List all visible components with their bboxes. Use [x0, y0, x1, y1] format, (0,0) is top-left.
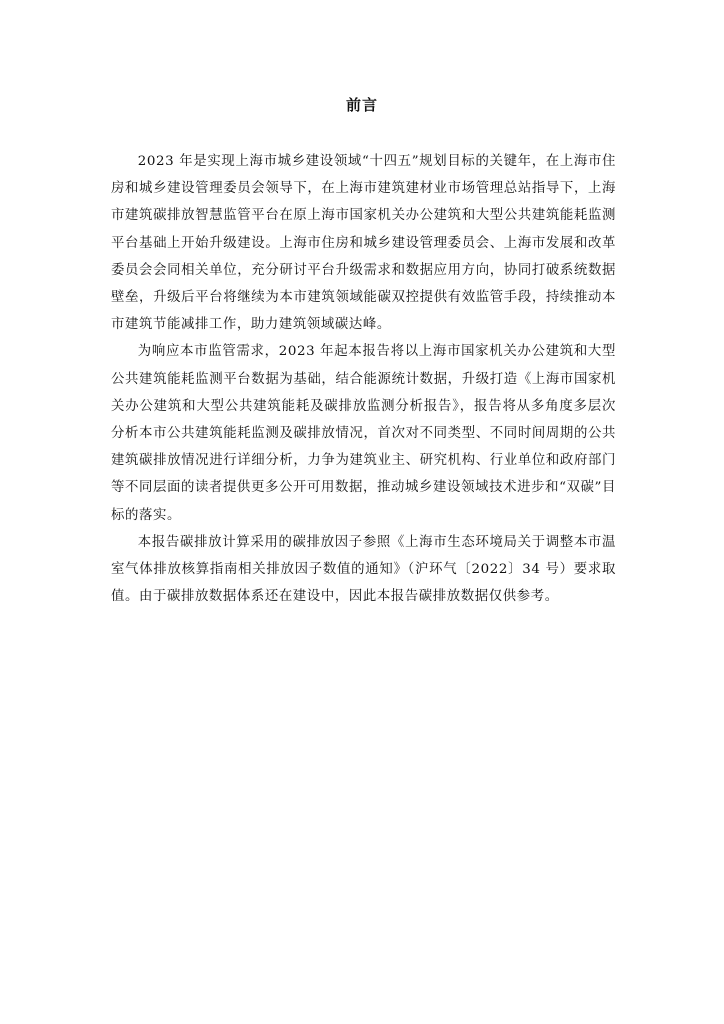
- page-title: 前言: [345, 96, 378, 114]
- preface-body: [111, 148, 616, 610]
- paragraph-3: 本报告碳排放计算采用的碳排放因子参照《上海市生态环境局关于调整本市温室气体排放核算指南相关排放因子数值的通知》（沪环气〔2022〕34 号）要求取值。由于碳排放数据体系还在建设中，因此本报告碳排放数据仅供参考。: [111, 534, 616, 605]
- paragraph-2: 为响应本市监管需求，2023 年起本报告将以上海市国家机关办公建筑和大型公共建筑能耗监测平台数据为基础，结合能源统计数据，升级打造《上海市国家机关办公建筑和大型公共建筑能耗及碳排放监测分析报告》，报告将从多角度多层次分析本市公共建筑能耗监测及碳排放情况，首次对不同类型、不同时间周期的公共建筑碳排放情况进行详细分析，力争为建筑业主、研究机构、行业单位和政府部门等不同层面的读者提供更多公开可用数据，推动城乡建设领域技术进步和“双碳”目标的落实。: [111, 344, 616, 523]
- paragraph-1: 2023 年是实现上海市城乡建设领域“十四五”规划目标的关键年，在上海市住房和城乡建设管理委员会领导下，在上海市建筑建材业市场管理总站指导下，上海市建筑碳排放智慧监管平台在原上海市国家机关办公建筑和大型公共建筑能耗监测平台基础上开始升级建设。上海市住房和城乡建设管理委员会、上海市发展和改革委员会会同相关单位，充分研讨平台升级需求和数据应用方向，协同打破系统数据壁垒，升级后平台将继续为本市建筑领域能碳双控提供有效监管手段，持续推动本市建筑节能减排工作，助力建筑领域碳达峰。: [111, 154, 616, 333]
